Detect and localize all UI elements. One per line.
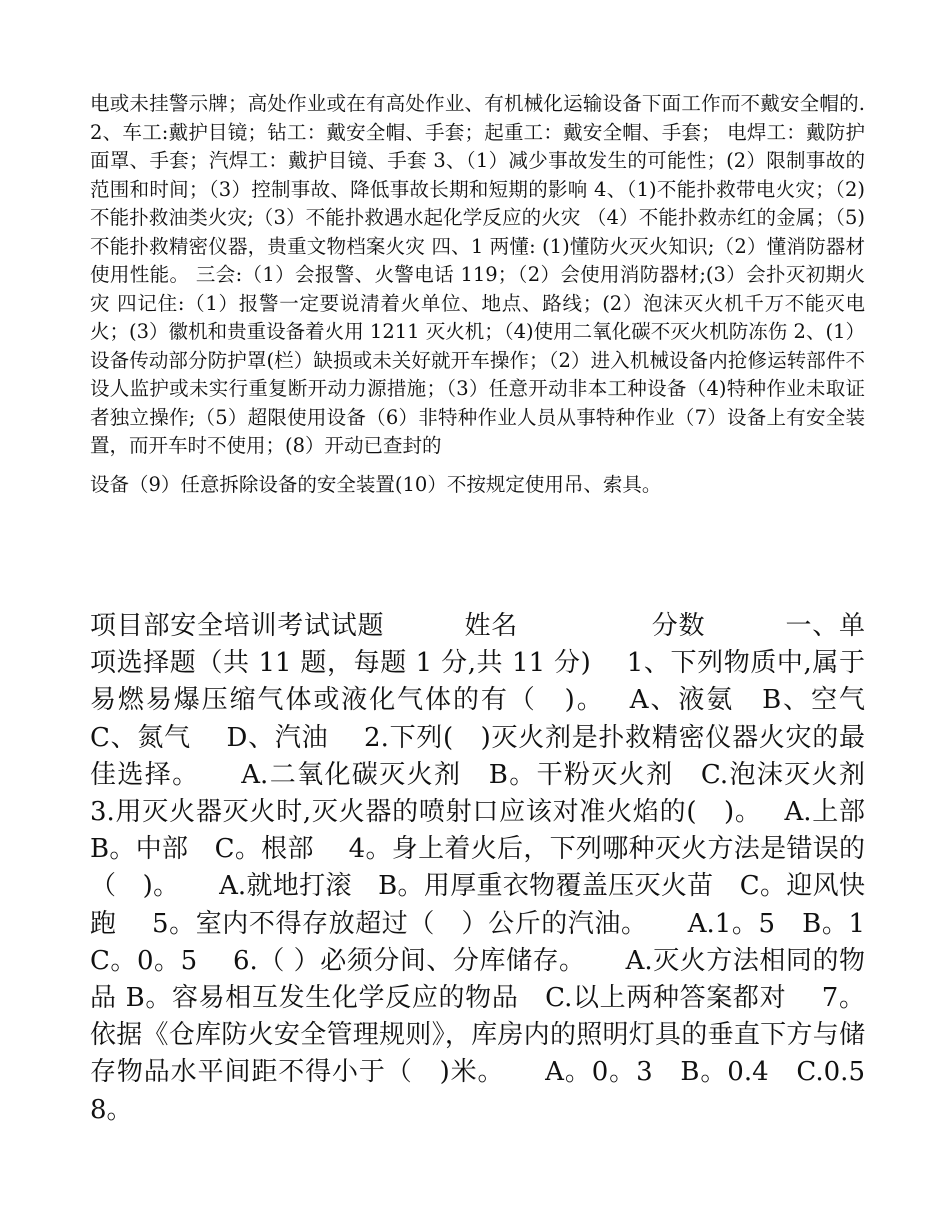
exam-questions-text: 项目部安全培训考试试题 姓名 分数 一、单项选择题（共 11 题，每题 1 分,共 11 分) 1、下列物质中,属于易燃易爆压缩气体或液化气体的有（ )。 A、液氨 B、空气 C、氮气 D、汽油 2.下列( )灭火剂是扑救精密仪器火灾的最佳选择。 A.二氧化碳灭火剂 B。干粉灭火剂 C.泡沫灭火剂 3.用灭火器灭火时,灭火器的喷射口应该对准火焰的( )。 A.上部 B。中部 C。根部 4。身上着火后，下列哪种灭火方法是错误的（ )。 A.就地打滚 B。用厚重衣物覆盖压灭火苗 C。迎风快跑 5。室内不得存放超过（ ）公斤的汽油。 A.1。5 B。1 C。0。5 6.（ ）必须分间、分库储存。 A.灭火方法相同的物品 B。容易相互发生化学反应的物品 C.以上两种答案都对 7。依据《仓库防火安全管理规则》，库房内的照明灯具的垂直下方与储存物品水平间距不得小于（ )米。 A。0。3 B。0.4 C.0.5 8。	[90, 611, 900, 1125]
answer-key-paragraph	[90, 90, 865, 499]
exam-questions-paragraph	[90, 608, 900, 1129]
answer-key-text: 电或未挂警示牌；高处作业或在有高处作业、有机械化运输设备下面工作而不戴安全帽的. 2、车工:戴护目镜；钻工：戴安全帽、手套；起重工：戴安全帽、手套； 电焊工：戴防护面罩、手套；汽焊工：戴护目镜、手套 3、（1）减少事故发生的可能性；(2）限制事故的范围和时间；（3）控制事故、降低事故长期和短期的影响 4、（1)不能扑救带电火灾；（2)不能扑救油类火灾;（3）不能扑救遇水起化学反应的火灾 （4）不能扑救赤红的金属；（5)不能扑救精密仪器，贵重文物档案火灾 四、1 两懂: (1)懂防火灭火知识;（2）懂消防器材使用性能。 三会:（1）会报警、火警电话 119；（2）会使用消防器材;(3）会扑灭初期火灾 四记住:（1）报警一定要说清着火单位、地点、路线；(2）泡沫灭火机千万不能灭电火；(3）徽机和贵重设备着火用 1211 灭火机；（4)使用二氧化碳不灭火机防冻伤 2、(1）设备传动部分防护罩(栏）缺损或未关好就开车操作；（2）进入机械设备内抢修运转部件不设人监护或未实行重复断开动力源措施；（3）任意开动非本工种设备（4)特种作业未取证者独立操作;（5）超限使用设备（6）非特种作业人员从事特种作业（7）设备上有安全装置，而开车时不使用；(8）开动已查封的	[90, 92, 865, 457]
answer-key-last-line: 设备（9）任意拆除设备的安全装置(10）不按规定使用吊、索具。	[90, 472, 662, 496]
